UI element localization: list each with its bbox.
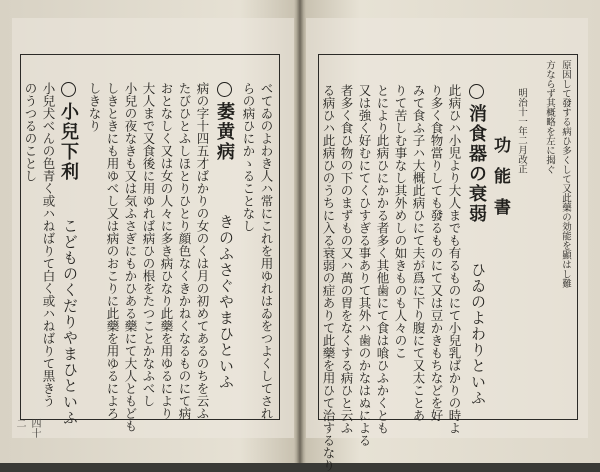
body-line: みて食ふ子ハ大概此病ひにて夫が爲に下り腹にて又太ことあ <box>411 84 426 422</box>
body-line: 小兒の夜なきも又は気ふさぎにもかひある藥にて大人ともども <box>123 82 138 432</box>
body-line: る病ひハ此病ひのうちに入る衰弱の症ありて此藥を用ひて治するなり <box>321 84 336 472</box>
body-line: たびひとふしほとりひとり顔色なくきかねくなるものにて病 <box>177 82 192 420</box>
right-top-line-1: 原因して發する病ひ多くして又此藥の効能を顯はし難 <box>560 60 571 288</box>
body-line: らの病ひにかゝることなし <box>241 82 256 232</box>
body-line: 者多く食ひ物の下のまずもの又ハ萬の胃をなくする病ひと云ふ <box>339 84 354 434</box>
body-line: 此病ひハ小児より大人までも有るものにて小兒乳ばかりの時よ <box>447 84 462 434</box>
body-line: り多く食物當りしても發るものにて又は豆かきもちなどを好 <box>429 84 444 422</box>
body-line: とにより此病ひにかかる者多く其他歯にて食は喰ひふかくとも <box>375 84 390 434</box>
section-marker-ring <box>469 84 484 103</box>
section-title-2: 萎黄病 <box>214 102 235 162</box>
body-line: しきなり <box>87 82 102 132</box>
document-title: 功能書 <box>490 136 510 229</box>
body-line: 小兒犬べんの色青く或ハねばりて白く或ハねばりて黒きう <box>41 82 56 407</box>
section-marker-ring <box>217 82 232 101</box>
body-line: のうつるのことし <box>23 82 38 182</box>
date-note: 明治十一年二月改正 <box>516 88 527 174</box>
section-reading-1: ひゐのよわりといふ <box>469 262 487 406</box>
book-spine <box>296 0 304 463</box>
left-page <box>12 18 294 438</box>
body-line: べてゐのよわき人ハ常にこれを用ゆれはゐをつよくしてされ <box>259 82 274 420</box>
section-marker-ring <box>61 82 76 101</box>
right-page <box>306 18 588 472</box>
section-title-3: 小兒下利 <box>58 102 79 182</box>
section-title-1: 消食器の衰弱 <box>466 104 487 224</box>
body-line: 又は強く好むにてくひすぎる事ありて其外ハ歯のかなはぬによる <box>357 84 372 447</box>
body-line: しきときにも用ゆべし又は病のおこりに此藥を用ゆるによろ <box>105 82 120 420</box>
section-reading-2: きのふさぐやまひといふ <box>217 214 235 390</box>
body-line: 病の字十四五才ばかりの女のくは月の初めてあるのちを云ふ <box>195 82 210 420</box>
page-number: 四十二 <box>14 418 40 438</box>
body-line: りて苦しむ事なし其外めしの如きものも人々のこ <box>393 84 408 359</box>
body-line: 大人まで又食後に用ゆれば病ひの根をたつことかなふべし <box>141 82 156 407</box>
body-line: おとなしく又は女の人々に多き病ひなり此藥を用ゆるにより <box>159 82 174 420</box>
section-reading-3: こどものくだりやまひといふ <box>61 218 79 426</box>
right-top-line-2: 方ならず其概略を左に揭ぐ <box>544 60 555 174</box>
